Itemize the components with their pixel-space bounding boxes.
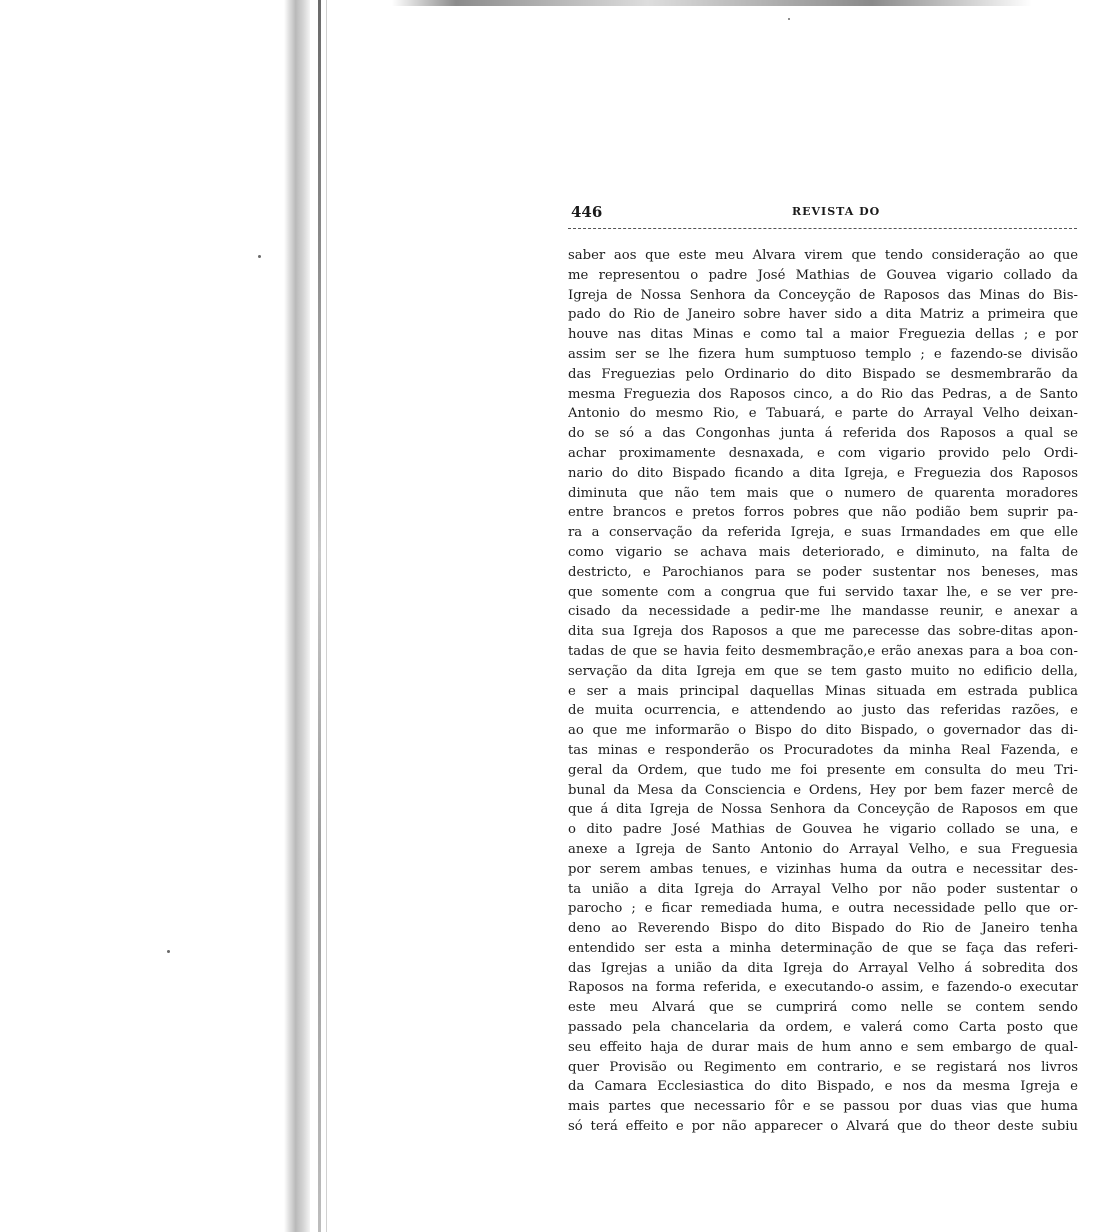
text-line: passado pela chancelaria da ordem, e valerá como Carta posto que [568,1020,1078,1036]
text-line: mesma Freguezia dos Raposos cinco, a do Rio das Pedras, a de Santo [568,386,1078,402]
text-line: deno ao Reverendo Bispo do dito Bispado do Rio de Janeiro tenha [568,921,1078,937]
text-line: o dito padre José Mathias de Gouvea he vigario collado se una, e [568,822,1078,838]
scan-speck [258,255,261,258]
header-rule [568,228,1077,229]
running-head: REVISTA DO [792,205,881,218]
binding-gutter-shadow [284,0,310,1232]
scan-speck [788,18,790,20]
text-line: parocho ; e ficar remediada huma, e outra necessidade pello que or- [568,901,1078,917]
text-line: geral da Ordem, que tudo me foi presente em consulta do meu Tri- [568,762,1078,778]
top-scan-smudge [392,0,1032,6]
text-line: entre brancos e pretos forros pobres que não podião bem suprir pa- [568,505,1078,521]
text-line: entendido ser esta a minha determinação de que se faça das referi- [568,940,1078,956]
text-line: só terá effeito e por não apparecer o Alvará que do theor deste subiu [568,1119,1078,1135]
text-line: me representou o padre José Mathias de Gouvea vigario collado da [568,267,1078,283]
text-line: das Igrejas a união da dita Igreja do Arrayal Velho á sobredita dos [568,960,1078,976]
text-line: tadas de que se havia feito desmembração,e erão anexas para a boa con- [568,643,1078,659]
text-line: Antonio do mesmo Rio, e Tabuará, e parte do Arrayal Velho deixan- [568,406,1078,422]
text-line: cisado da necessidade a pedir-me lhe mandasse reunir, e anexar a [568,604,1078,620]
text-line: Raposos na forma referida, e executando-o assim, e fazendo-o executar [568,980,1078,996]
text-line: como vigario se achava mais deteriorado, e diminuto, na falta de [568,544,1078,560]
text-line: de muita ocurrencia, e attendendo ao justo das referidas razões, e [568,703,1078,719]
text-line: por serem ambas tenues, e vizinhas huma da outra e necessitar des- [568,861,1078,877]
body-text [568,246,1078,1137]
text-line: houve nas ditas Minas e como tal a maior Freguezia dellas ; e por [568,327,1078,343]
text-line: diminuta que não tem mais que o numero de quarenta moradores [568,485,1078,501]
text-line: pado do Rio de Janeiro sobre haver sido a dita Matriz a primeira que [568,307,1078,323]
text-line: destricto, e Parochianos para se poder sustentar nos beneses, mas [568,564,1078,580]
text-line: saber aos que este meu Alvara virem que tendo consideração ao que [568,248,1078,263]
text-line: e ser a mais principal daquellas Minas situada em estrada publica [568,683,1078,699]
text-line: do se só a das Congonhas junta á referida dos Raposos a qual se [568,426,1078,442]
text-line: da Camara Ecclesiastica do dito Bispado, e nos da mesma Igreja e [568,1079,1078,1095]
text-line: seu effeito haja de durar mais de hum anno e sem embargo de qual- [568,1039,1078,1055]
text-line: ra a conservação da referida Igreja, e suas Irmandades em que elle [568,525,1078,541]
text-line: assim ser se lhe fizera hum sumptuoso templo ; e fazendo-se divisão [568,346,1078,362]
text-line: Igreja de Nossa Senhora da Conceyção de Raposos das Minas do Bis- [568,287,1078,303]
text-line: mais partes que necessario fôr e se passou por duas vias que huma [568,1099,1078,1115]
text-line: quer Provisão ou Regimento em contrario, e se registará nos livros [568,1059,1078,1075]
text-line: das Freguezias pelo Ordinario do dito Bispado se desmembrarão da [568,366,1078,382]
binding-gutter-edge-secondary [326,0,327,1232]
text-line: achar proximamente desnaxada, e com vigario provido pelo Ordi- [568,445,1078,461]
text-line: este meu Alvará que se cumprirá como nelle se contem sendo [568,1000,1078,1016]
text-line: dita sua Igreja dos Raposos a que me parecesse das sobre-ditas apon- [568,624,1078,640]
page-header [571,203,1076,225]
text-line: bunal da Mesa da Consciencia e Ordens, Hey por bem fazer mercê de [568,782,1078,798]
page-number: 446 [571,203,603,221]
text-line: ao que me informarão o Bispo do dito Bispado, o governador das di- [568,723,1078,739]
scan-speck [167,950,170,953]
binding-gutter-edge [318,0,321,1232]
text-line: anexe a Igreja de Santo Antonio do Arrayal Velho, e sua Freguesia [568,841,1078,857]
text-line: ta união a dita Igreja do Arrayal Velho por não poder sustentar o [568,881,1078,897]
text-line: tas minas e responderão os Procuradotes da minha Real Fazenda, e [568,742,1078,758]
text-line: que somente com a congrua que fui servido taxar lhe, e se ver pre- [568,584,1078,600]
text-line: servação da dita Igreja em que se tem gasto muito no edificio della, [568,663,1078,679]
text-line: nario do dito Bispado ficando a dita Igreja, e Freguezia dos Raposos [568,465,1078,481]
text-line: que á dita Igreja de Nossa Senhora da Conceyção de Raposos em que [568,802,1078,818]
